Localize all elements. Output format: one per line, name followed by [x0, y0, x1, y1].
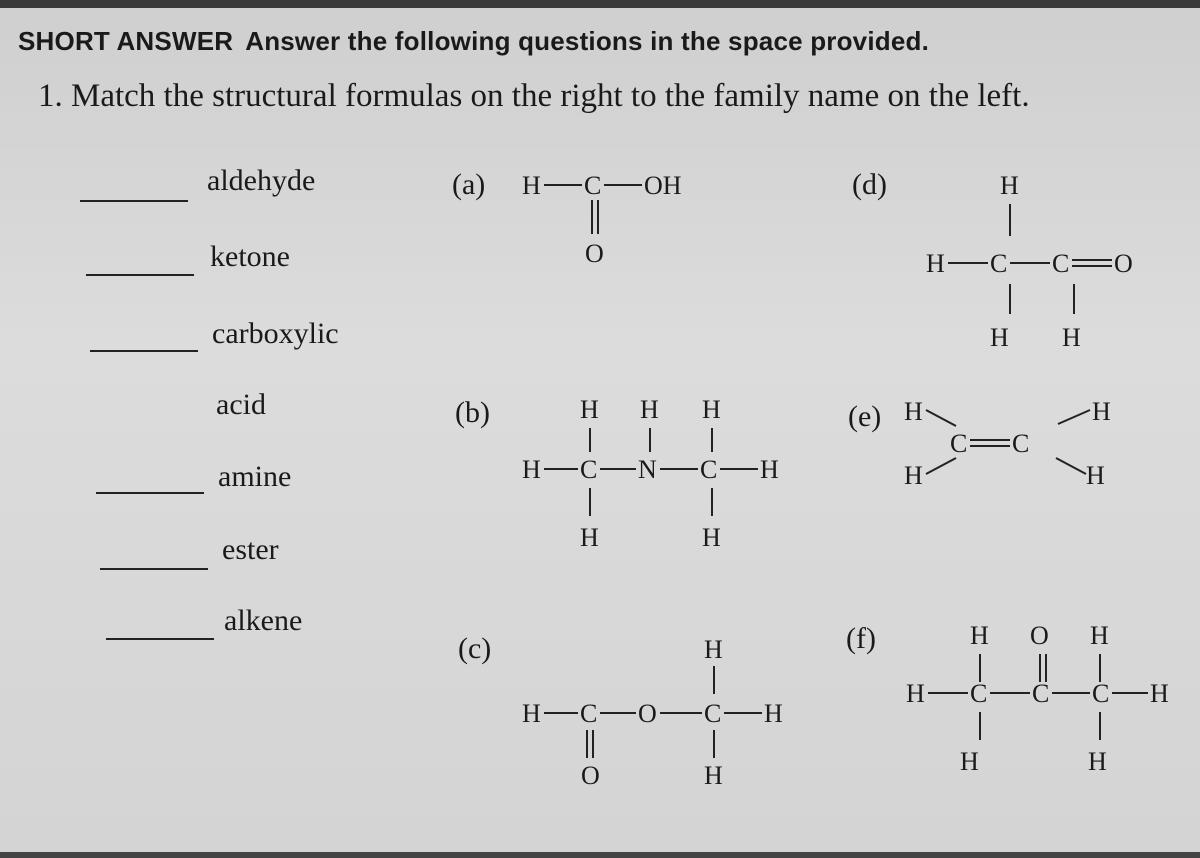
label-c: (c) — [458, 632, 492, 665]
atom-h: H — [1092, 397, 1111, 426]
atom-h: H — [764, 699, 783, 728]
atom-h: H — [704, 761, 723, 790]
atom-o: O — [1030, 621, 1049, 650]
atom-o: O — [581, 761, 600, 790]
atom-o: O — [585, 239, 604, 268]
atom-h: H — [970, 621, 989, 650]
family-acid: acid — [216, 388, 266, 421]
atom-h: H — [1086, 461, 1105, 490]
family-amine: amine — [218, 460, 292, 493]
atom-oh: OH — [644, 171, 682, 200]
atom-h: H — [960, 747, 979, 776]
family-aldehyde: aldehyde — [207, 164, 316, 197]
atom-h: H — [1090, 621, 1109, 650]
formula-d — [926, 171, 1133, 352]
label-f: (f) — [846, 622, 876, 655]
atom-h: H — [1150, 679, 1169, 708]
bottom-border — [0, 852, 1200, 858]
atom-h: H — [702, 523, 721, 552]
question-1: 1. Match the structural formulas on the right to the family name on the left. — [38, 78, 1030, 114]
atom-c: C — [950, 429, 968, 458]
atom-h: H — [522, 455, 541, 484]
atom-h: H — [640, 395, 659, 424]
atom-c: C — [1032, 679, 1050, 708]
header-instruction: Answer the following questions in the space provided. — [245, 26, 930, 56]
atom-c: C — [580, 699, 598, 728]
atom-h: H — [904, 397, 923, 426]
atom-c: C — [580, 455, 598, 484]
formula-b — [522, 395, 779, 552]
atom-c: C — [704, 699, 722, 728]
atom-o: O — [638, 699, 657, 728]
atom-h: H — [704, 635, 723, 664]
atom-c: C — [990, 249, 1008, 278]
formula-e — [904, 397, 1111, 490]
atom-h: H — [906, 679, 925, 708]
family-ester: ester — [222, 533, 279, 566]
atom-c: C — [1012, 429, 1030, 458]
formula-a — [522, 171, 682, 268]
header-short-answer: SHORT ANSWER — [18, 26, 234, 56]
atom-h: H — [990, 323, 1009, 352]
label-a: (a) — [452, 168, 486, 201]
family-ketone: ketone — [210, 240, 290, 273]
label-b: (b) — [455, 396, 490, 429]
atom-h: H — [1088, 747, 1107, 776]
atom-n: N — [638, 455, 657, 484]
atom-h: H — [522, 699, 541, 728]
atom-o: O — [1114, 249, 1133, 278]
atom-h: H — [522, 171, 541, 200]
atom-c: C — [970, 679, 988, 708]
atom-h: H — [760, 455, 779, 484]
family-alkene: alkene — [224, 604, 303, 637]
label-e: (e) — [848, 400, 882, 433]
atom-c: C — [584, 171, 602, 200]
formula-f — [906, 621, 1169, 776]
formula-c — [522, 635, 783, 790]
atom-h: H — [904, 461, 923, 490]
atom-c: C — [1052, 249, 1070, 278]
atom-c: C — [700, 455, 718, 484]
atom-h: H — [926, 249, 945, 278]
atom-h: H — [580, 523, 599, 552]
atom-h: H — [1000, 171, 1019, 200]
family-carboxylic: carboxylic — [212, 317, 339, 350]
atom-h: H — [580, 395, 599, 424]
atom-c: C — [1092, 679, 1110, 708]
atom-h: H — [702, 395, 721, 424]
label-d: (d) — [852, 168, 887, 201]
atom-h: H — [1062, 323, 1081, 352]
